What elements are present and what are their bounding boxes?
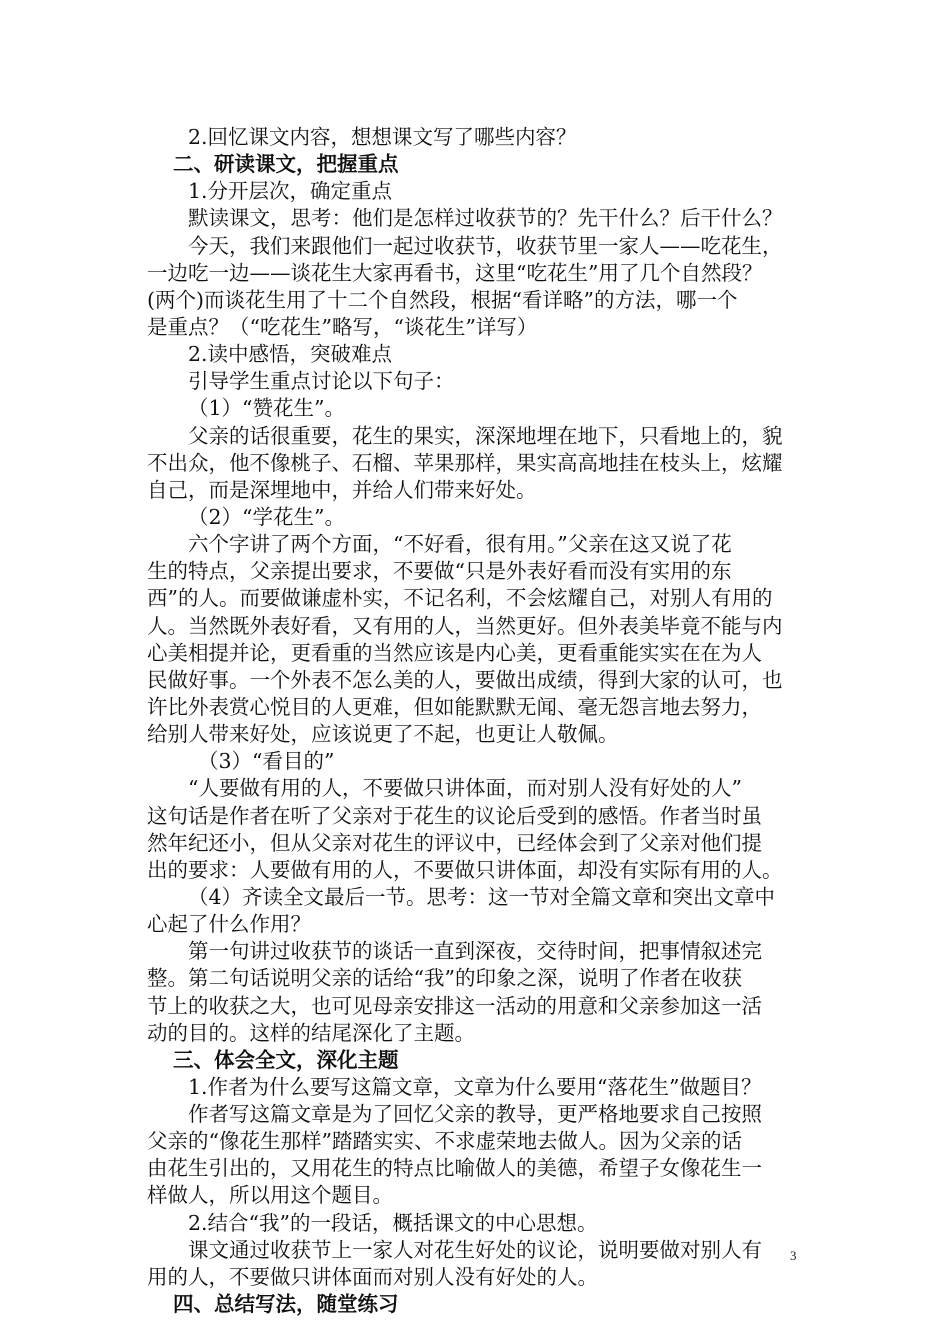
page-number: 3 (790, 1248, 797, 1263)
text-line: 1.分开层次，确定重点 (188, 179, 393, 204)
text-line: 然年纪还小，但从父亲对花生的评议中，已经体会到了父亲对他们提 (147, 830, 762, 855)
text-line: 人。当然既外表好看，又有用的人，当然更好。但外表美毕竟不能与内 (147, 613, 783, 638)
text-line: 不出众，他不像桃子、石榴、苹果那样，果实高高地挂在枝头上，炫耀 (147, 450, 783, 475)
text-line: 父亲的话很重要，花生的果实，深深地埋在地下，只看地上的，貌 (188, 423, 783, 448)
text-line: 整。第二句话说明父亲的话给“我”的印象之深，说明了作者在收获 (147, 966, 742, 991)
text-line: （3）“看目的” (198, 749, 335, 774)
section-heading: 四、总结写法，随堂练习 (173, 1292, 399, 1317)
text-line: 西”的人。而要做谦虚朴实，不记名利，不会炫耀自己，对别人有用的 (147, 586, 773, 611)
text-line: （4）齐读全文最后一节。思考：这一节对全篇文章和突出文章中 (188, 884, 776, 909)
text-line: （1）“赞花生”。 (188, 396, 346, 421)
text-line: 动的目的。这样的结尾深化了主题。 (147, 1020, 475, 1045)
text-line: 节上的收获之大，也可见母亲安排这一活动的用意和父亲参加这一活 (147, 993, 762, 1018)
text-line: 今天，我们来跟他们一起过收获节，收获节里一家人——吃花生， (188, 233, 783, 258)
text-line: 1.作者为什么要写这篇文章，文章为什么要用“落花生”做题目？ (188, 1074, 762, 1099)
text-line: 心美相提并论，更看重的当然应该是内心美，更看重能实实在在为人 (147, 640, 762, 665)
text-line: 默读课文，思考：他们是怎样过收获节的？先干什么？后干什么？ (188, 206, 783, 231)
text-line: “人要做有用的人，不要做只讲体面，而对别人没有好处的人” (188, 776, 742, 801)
text-line: 一边吃一边——谈花生大家再看书，这里“吃花生”用了几个自然段？ (147, 260, 763, 285)
text-line: 课文通过收获节上一家人对花生好处的议论，说明要做对别人有 (188, 1237, 762, 1262)
text-line: 生的特点，父亲提出要求，不要做“只是外表好看而没有实用的东 (147, 559, 732, 584)
section-heading: 三、体会全文，深化主题 (173, 1047, 399, 1072)
text-line: 心起了什么作用？ (147, 912, 311, 937)
text-line: 民做好事。一个外表不怎么美的人，要做出成绩，得到大家的认可，也 (147, 667, 783, 692)
text-line: 自己，而是深埋地中，并给人们带来好处。 (147, 477, 537, 502)
text-line: 出的要求：人要做有用的人，不要做只讲体面，却没有实际有用的人。 (147, 857, 783, 882)
text-line: 样做人，所以用这个题目。 (147, 1183, 393, 1208)
document-body (147, 124, 807, 1318)
text-line: 给别人带来好处，应该说更了不起，也更让人敬佩。 (147, 722, 619, 747)
text-line: 许比外表赏心悦目的人更难，但如能默默无闻、毫无怨言地去努力， (147, 694, 762, 719)
text-line: 作者写这篇文章是为了回忆父亲的教导，更严格地要求自己按照 (188, 1102, 762, 1127)
section-heading: 二、研读课文，把握重点 (173, 152, 399, 177)
text-line: 第一句讲过收获节的谈话一直到深夜，交待时间，把事情叙述完 (188, 939, 762, 964)
text-line: (两个)而谈花生用了十二个自然段，根据“看详略”的方法，哪一个 (147, 287, 738, 312)
text-line: 2.读中感悟，突破难点 (188, 342, 393, 367)
text-line: 用的人，不要做只讲体面而对别人没有好处的人。 (147, 1264, 598, 1289)
text-line: 2.回忆课文内容，想想课文写了哪些内容？ (188, 125, 577, 149)
text-line: 引导学生重点讨论以下句子： (188, 369, 455, 394)
text-line: 是重点？（“吃花生”略写，“谈花生”详写） (147, 314, 538, 339)
text-line: 父亲的“像花生那样”踏踏实实、不求虚荣地去做人。因为父亲的话 (147, 1129, 742, 1154)
text-line: （2）“学花生”。 (188, 504, 346, 529)
text-line: 六个字讲了两个方面，“不好看，很有用。”父亲在这又说了花 (188, 532, 732, 557)
text-line: 2.结合“我”的一段话，概括课文的中心思想。 (188, 1210, 598, 1235)
text-line: 这句话是作者在听了父亲对于花生的议论后受到的感悟。作者当时虽 (147, 803, 762, 828)
text-line: 由花生引出的，又用花生的特点比喻做人的美德，希望子女像花生一 (147, 1156, 762, 1181)
